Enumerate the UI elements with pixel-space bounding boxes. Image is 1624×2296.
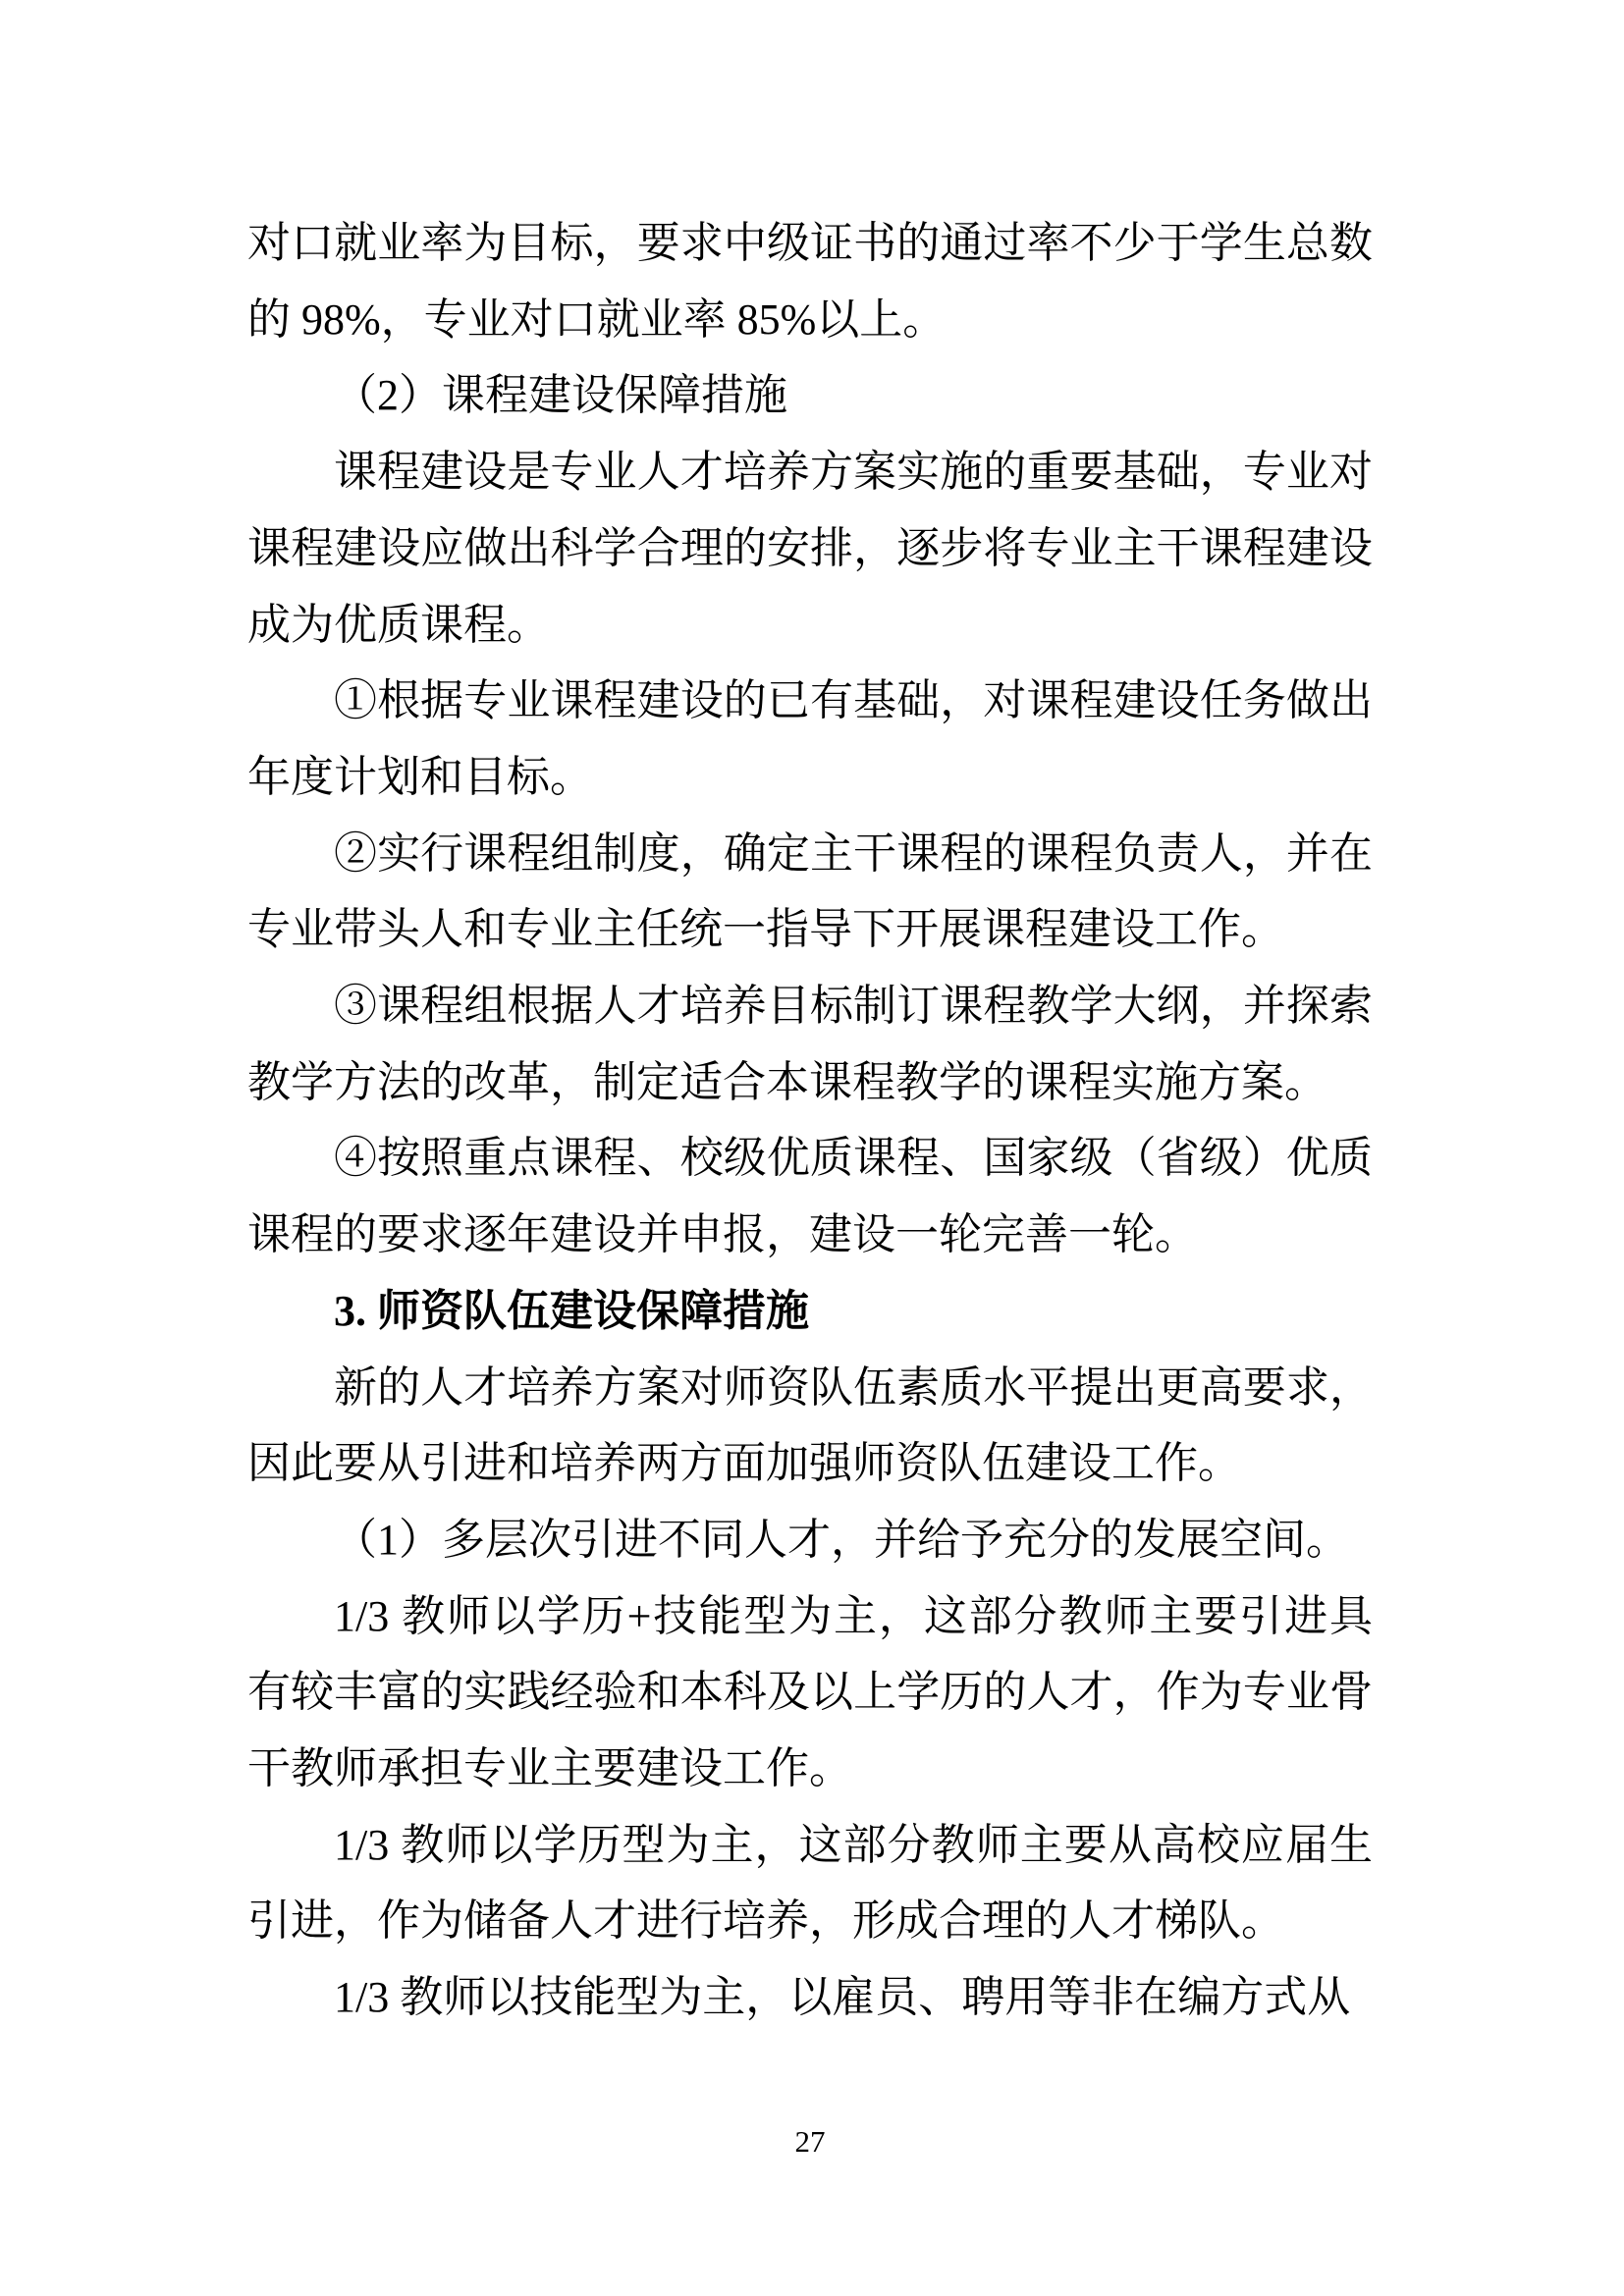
paragraph: 1/3 教师以学历型为主，这部分教师主要从高校应届生引进，作为储备人才进行培养，形成合理的人才梯队。 <box>247 1820 1373 1946</box>
section-heading: 3. 师资队伍建设保障措施 <box>334 1286 809 1335</box>
text-block <box>247 205 1373 2036</box>
paragraph: ④按照重点课程、校级优质课程、国家级（省级）优质课程的要求逐年建设并申报，建设一轮完善一轮。 <box>247 1134 1373 1259</box>
paragraph: 1/3 教师以技能型为主，以雇员、聘用等非在编方式从 <box>334 1973 1351 2022</box>
paragraph: 课程建设是专业人才培养方案实施的重要基础，专业对课程建设应做出科学合理的安排，逐步将专业主干课程建设成为优质课程。 <box>247 448 1373 649</box>
paragraph: （2）课程建设保障措施 <box>334 371 787 420</box>
page-number: 27 <box>794 2124 826 2159</box>
paragraph: ①根据专业课程建设的已有基础，对课程建设任务做出年度计划和目标。 <box>247 676 1373 801</box>
paragraph: 对口就业率为目标，要求中级证书的通过率不少于学生总数的 98%，专业对口就业率 85%以上。 <box>247 219 1373 344</box>
paragraph: ②实行课程组制度，确定主干课程的课程负责人，并在专业带头人和专业主任统一指导下开展课程建设工作。 <box>247 828 1373 954</box>
paragraph: ③课程组根据人才培养目标制订课程教学大纲，并探索教学方法的改革，制定适合本课程教学的课程实施方案。 <box>247 982 1373 1106</box>
paragraph: （1）多层次引进不同人才，并给予充分的发展空间。 <box>334 1515 1349 1564</box>
paragraph: 1/3 教师以学历+技能型为主，这部分教师主要引进具有较丰富的实践经验和本科及以上学历的人才，作为专业骨干教师承担专业主要建设工作。 <box>247 1591 1373 1793</box>
paragraph: 新的人才培养方案对师资队伍素质水平提出更高要求，因此要从引进和培养两方面加强师资队伍建设工作。 <box>247 1362 1373 1488</box>
